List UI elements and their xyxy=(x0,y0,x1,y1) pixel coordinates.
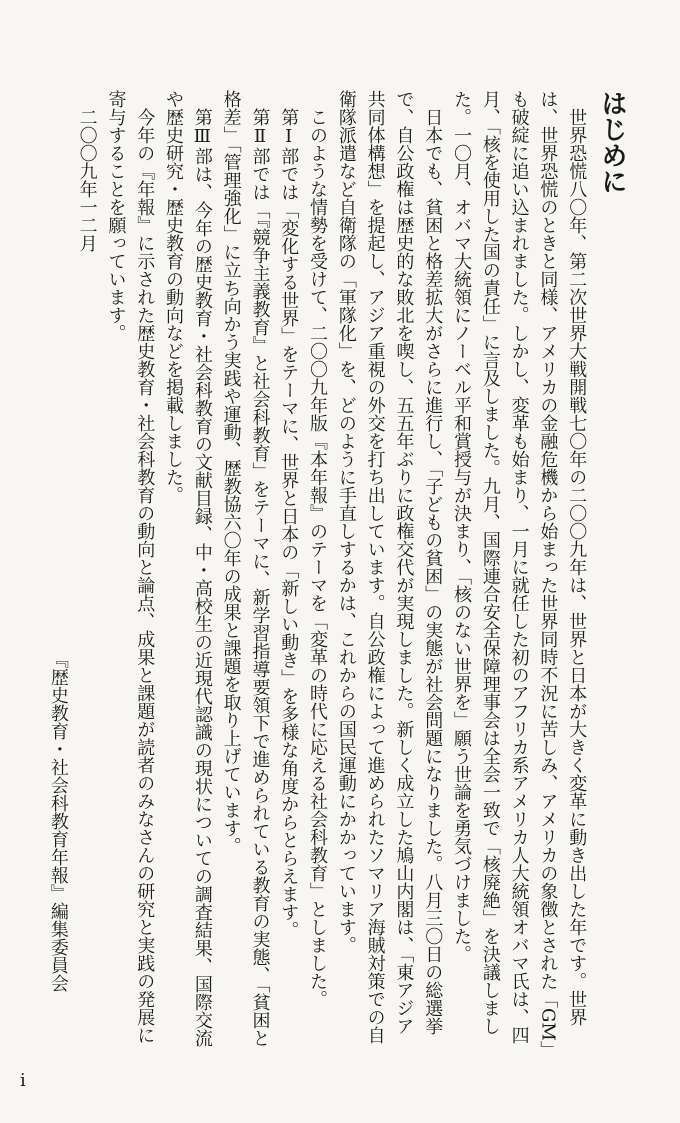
paragraph-7: 今年の『年報』に示された歴史教育・社会科教育の動向と論点、成果と課題が読者のみなさんの研究と実践の発展に寄与することを願っています。 xyxy=(105,90,156,1044)
paragraph-2: 日本でも、貧困と格差拡大がさらに進行し、「子どもの貧困」の実態が社会問題になりました。八月三〇日の総選挙で、自公政権は歴史的な敗北を喫し、五五年ぶりに政権交代が実現しました。新しく成立した鳩山内閣は、「東アジア共同体構想」を提起し、アジア重視の外交を打ち出しています。自公政権によって進められたソマリア海賊対策での自衛隊派遣など自衛隊の「軍隊化」を、どのように手直しするかは、これからの国民運動にかかっています。 xyxy=(335,90,444,1044)
signature: 『歴史教育・社会科教育年報』編集委員会 xyxy=(47,650,69,992)
page-title: はじめに xyxy=(597,90,627,194)
paragraph-1: 世界恐慌八〇年、第二次世界大戦開戦七〇年の二〇〇九年は、世界と日本が大きく変革に動き出した年です。世界は、世界恐慌のときと同様、アメリカの金融危機から始まった世界同時不況に苦しみ、アメリカの象徴とされた「GM」も破綻に追い込まれました。しかし、変革も始まり、一月に就任した初のアフリカ系アメリカ人大統領オバマ氏は、四月、「核を使用した国の責任」に言及しました。九月、国際連合安全保障理事会は全会一致で「核廃絶」を決議しました。一〇月、オバマ大統領にノーベル平和賞授与が決まり、「核のない世界を」願う世論を勇気づけました。 xyxy=(451,90,588,1050)
paragraph-3: このような情勢を受けて、二〇〇九年版『本年報』のテーマを「変革の時代に応える社会科教育」としました。 xyxy=(307,108,329,1008)
paragraph-5: 第Ⅱ部では「『競争主義教育』と社会科教育」をテーマに、新学習指導要領下で進められている教育の実態、「貧困と格差」「管理強化」に立ち向かう実践や運動、歴教協六〇年の成果と課題を取り上げています。 xyxy=(220,90,271,1047)
paragraph-4: 第Ⅰ部では「変化する世界」をテーマに、世界と日本の「新しい動き」を多様な角度からとらえます。 xyxy=(278,108,300,939)
date: 二〇〇九年一二月 xyxy=(76,108,98,252)
vertical-text-block xyxy=(43,90,628,1050)
page-number: i xyxy=(20,1070,26,1091)
paragraph-6: 第Ⅲ部は、今年の歴史教育・社会科教育の文献目録、中・高校生の近現代認識の現状についての調査結果、国際交流や歴史研究・歴史教育の動向などを掲載しました。 xyxy=(163,90,213,1047)
